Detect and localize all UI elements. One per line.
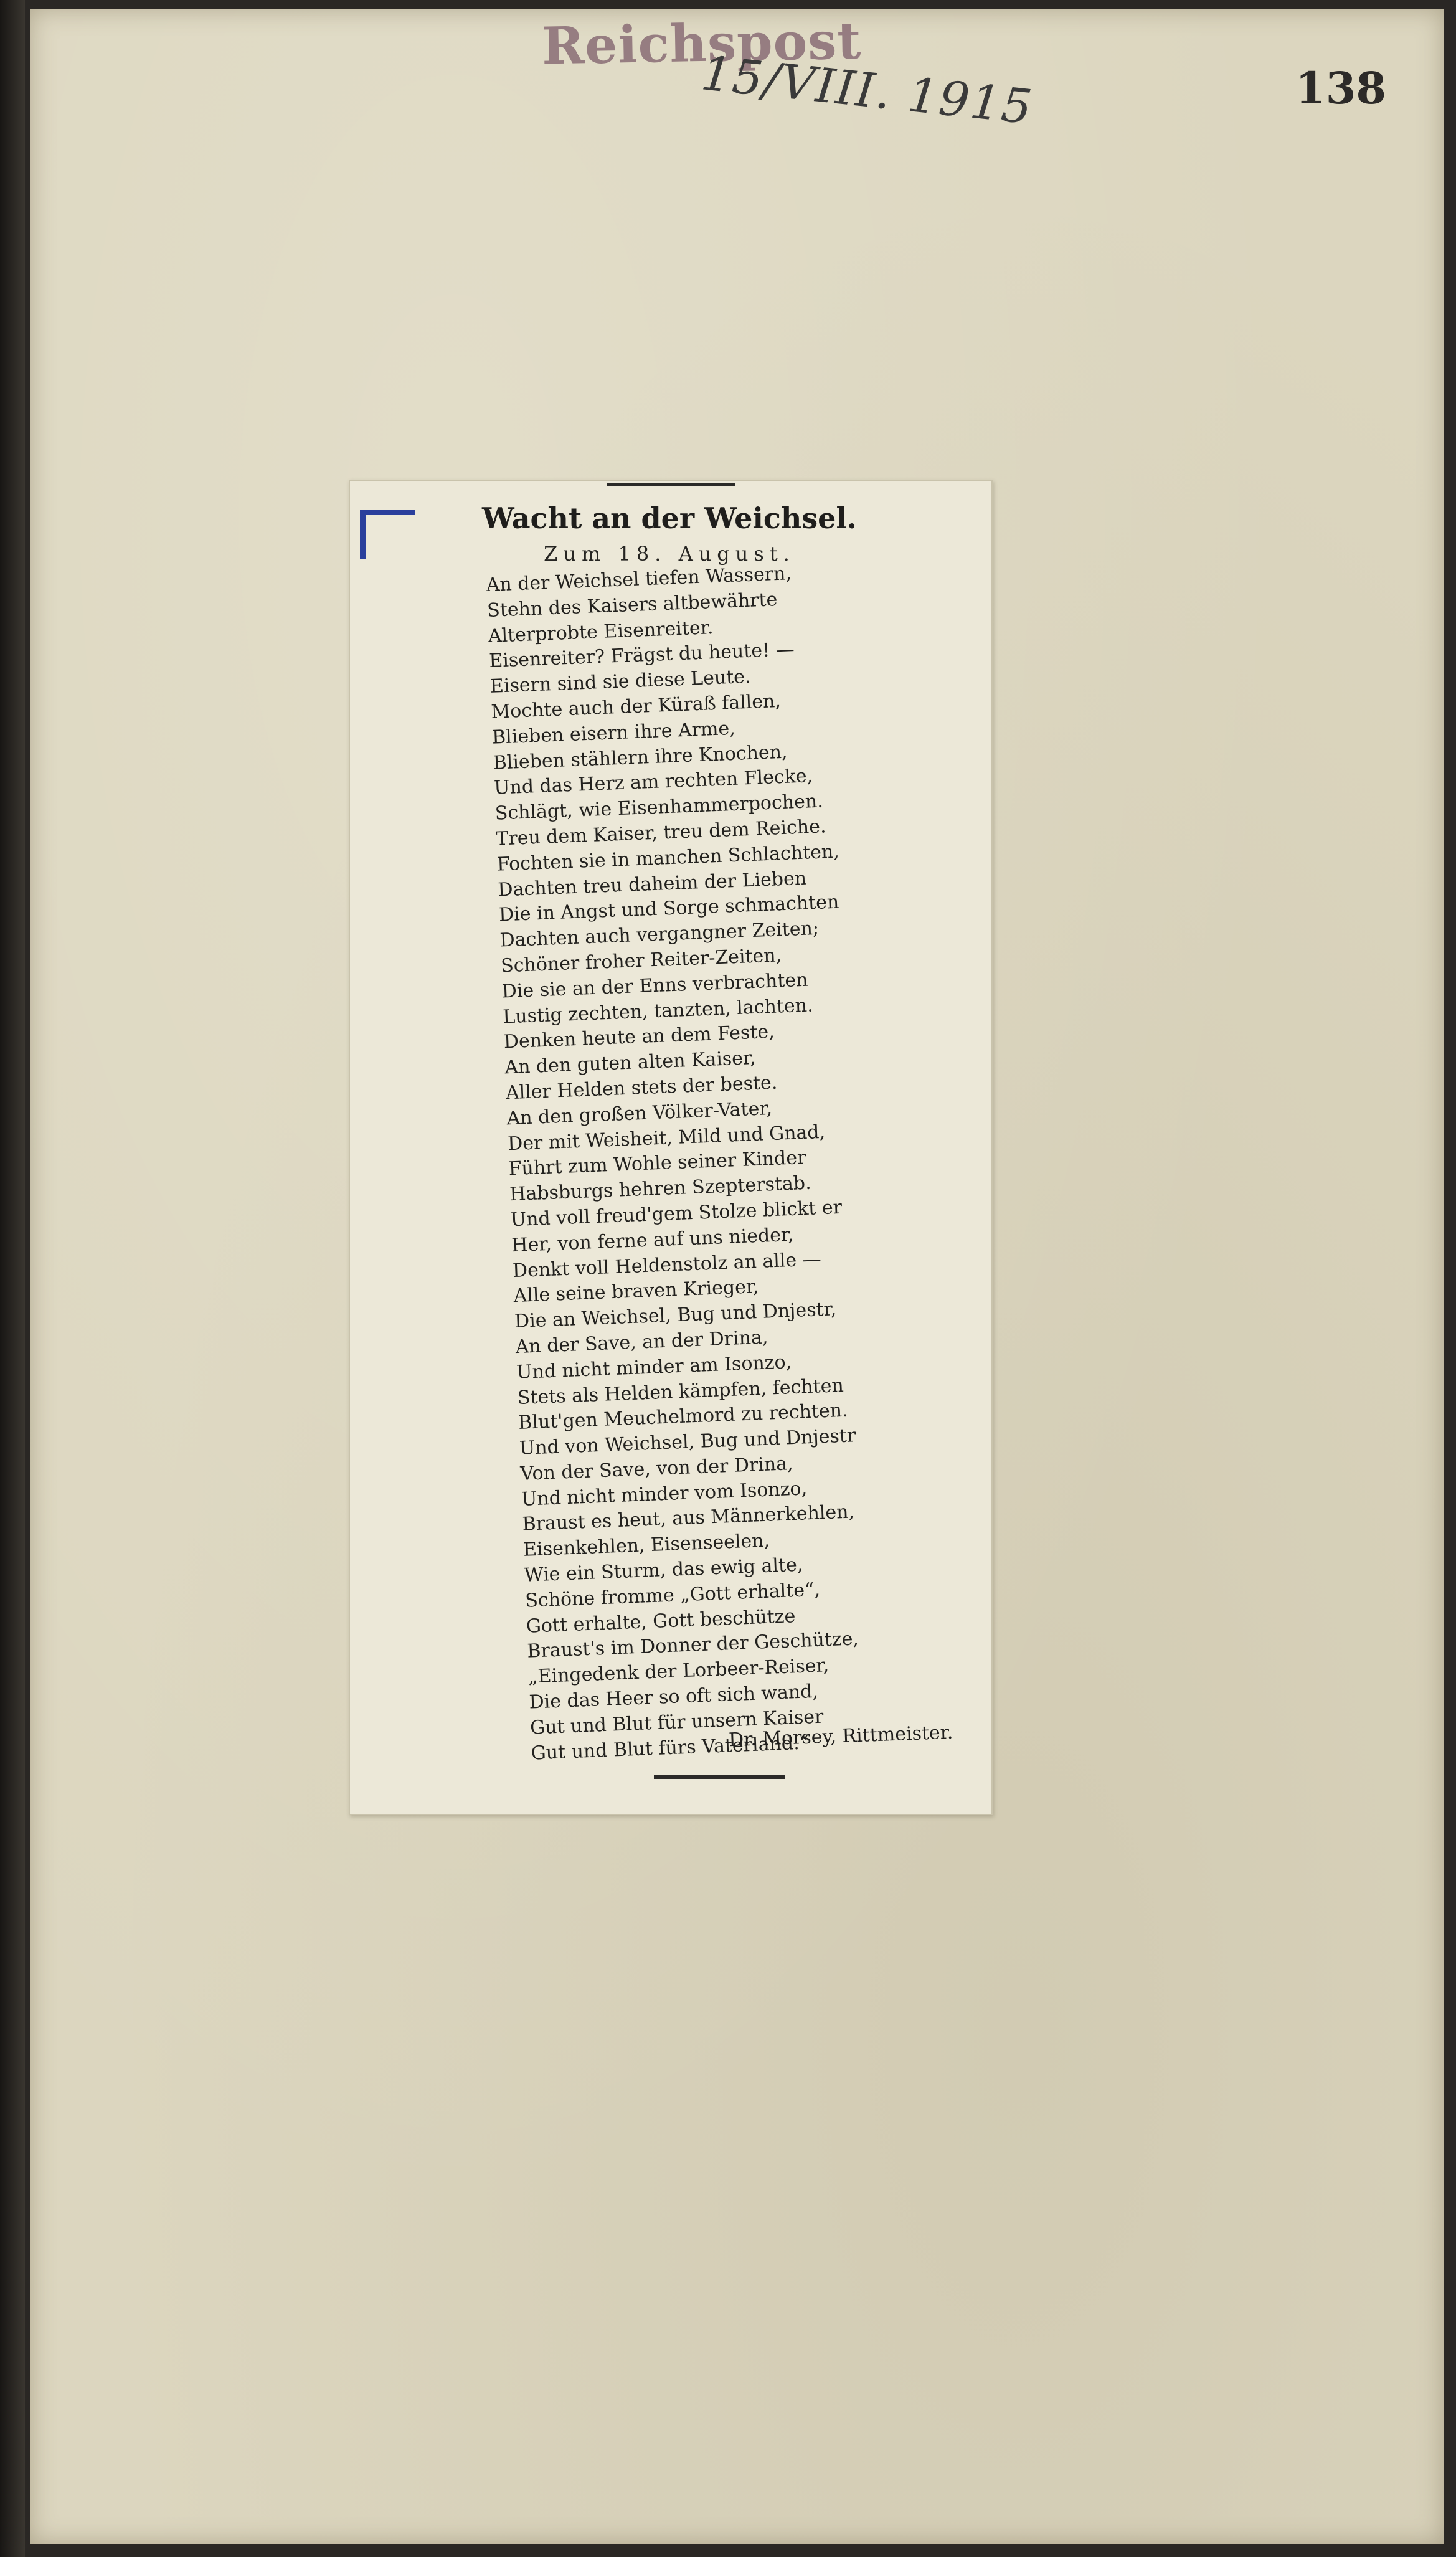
poem-line: Die in Angst und Sorge schmachten — [498, 891, 839, 926]
poem-line: Schöner froher Reiter-Zeiten, — [500, 944, 782, 977]
poem-line: Lustig zechten, tanzten, lachten. — [502, 994, 814, 1028]
poem-line: Fochten sie in manchen Schlachten, — [496, 840, 840, 876]
scan-edge-shadow — [0, 0, 25, 2557]
poem-body — [486, 554, 1029, 1767]
poem-line: Der mit Weisheit, Mild und Gnad, — [507, 1121, 826, 1155]
poem-subtitle: Zum 18. August. — [544, 542, 795, 566]
newspaper-stamp: Reichspost — [541, 11, 863, 77]
poem-line: Dachten auch vergangner Zeiten; — [499, 918, 820, 952]
poem-line: Die sie an der Enns verbrachten — [501, 969, 809, 1003]
poem-line: Denken heute an dem Feste, — [503, 1021, 775, 1053]
poem-line: Alle seine braven Krieger, — [513, 1276, 760, 1307]
top-rule — [607, 483, 735, 486]
poem-line: Schlägt, wie Eisenhammerpochen. — [494, 790, 824, 825]
poem-title: Wacht an der Weichsel. — [482, 501, 857, 535]
poem-line: Eisenkehlen, Eisenseelen, — [522, 1529, 770, 1562]
poem-line: An den guten alten Kaiser, — [504, 1047, 757, 1079]
poem-line: Gut und Blut fürs Vaterland.“ — [531, 1732, 810, 1765]
poem-line: Dachten treu daheim der Lieben — [497, 867, 807, 901]
poem-line: Braust es heut, aus Männerkehlen, — [522, 1501, 855, 1536]
poem-line: Eisenreiter? Frägst du heute! — — [488, 638, 795, 673]
poem-line: Denkt voll Heldenstolz an alle — — [512, 1248, 822, 1282]
poem-line: Stehn des Kaisers altbewährte — [486, 588, 778, 622]
poem-line: Führt zum Wohle seiner Kinder — [508, 1147, 806, 1180]
poem-line: Stets als Helden kämpfen, fechten — [517, 1374, 844, 1409]
poem-line: Die das Heer so oft sich wand, — [528, 1680, 819, 1714]
poem-line: Und das Herz am rechten Flecke, — [493, 765, 813, 800]
poem-line: Gott erhalte, Gott beschütze — [526, 1605, 796, 1638]
poem-line: Alterprobte Eisenreiter. — [488, 616, 714, 647]
poem-line: Blieben stählern ihre Knochen, — [493, 741, 788, 774]
poem-line: Und nicht minder vom Isonzo, — [521, 1477, 808, 1511]
poem-line: „Eingedenk der Lorbeer-Reiser, — [527, 1654, 830, 1688]
poem-line: Schöne fromme „Gott erhalte“, — [524, 1578, 821, 1612]
poem-line: An der Weichsel tiefen Wassern, — [486, 562, 792, 596]
poem-line: Von der Save, von der Drina, — [519, 1453, 794, 1485]
poem-line: Mochte auch der Küraß fallen, — [490, 690, 782, 723]
poem-line: Eisern sind sie diese Leute. — [489, 665, 752, 698]
handwritten-date: 15/VIII. 1915 — [698, 45, 1036, 135]
poem-line: Und voll freud'gem Stolze blickt er — [510, 1196, 843, 1231]
poem-line: Blut'gen Meuchelmord zu rechten. — [518, 1399, 849, 1435]
poem-line: Braust's im Donner der Geschütze, — [526, 1628, 859, 1663]
poem-line: Her, von ferne auf uns nieder, — [511, 1223, 795, 1256]
poem-line: Aller Helden stets der beste. — [505, 1071, 778, 1104]
bottom-rule — [654, 1775, 785, 1779]
poem-line: Und von Weichsel, Bug und Dnjestr — [519, 1425, 856, 1460]
poem-line: Wie ein Sturm, das ewig alte, — [524, 1554, 803, 1587]
folio-number: 138 — [1295, 62, 1387, 114]
poem-line: An den großen Völker-Vater, — [506, 1097, 773, 1130]
poem-line: Treu dem Kaiser, treu dem Reiche. — [495, 815, 827, 850]
poem-line: Und nicht minder am Isonzo, — [516, 1350, 792, 1383]
poem-line: Habsburgs hehren Szepterstab. — [509, 1172, 812, 1206]
poem-line: Gut und Blut für unsern Kaiser — [529, 1705, 825, 1739]
poem-line: An der Save, an der Drina, — [515, 1326, 768, 1358]
poem-signature: Dr. Morsey, Rittmeister. — [728, 1721, 953, 1752]
poem-line: Blieben eisern ihre Arme, — [491, 717, 736, 749]
poem-line: Die an Weichsel, Bug und Dnjestr, — [514, 1298, 837, 1333]
